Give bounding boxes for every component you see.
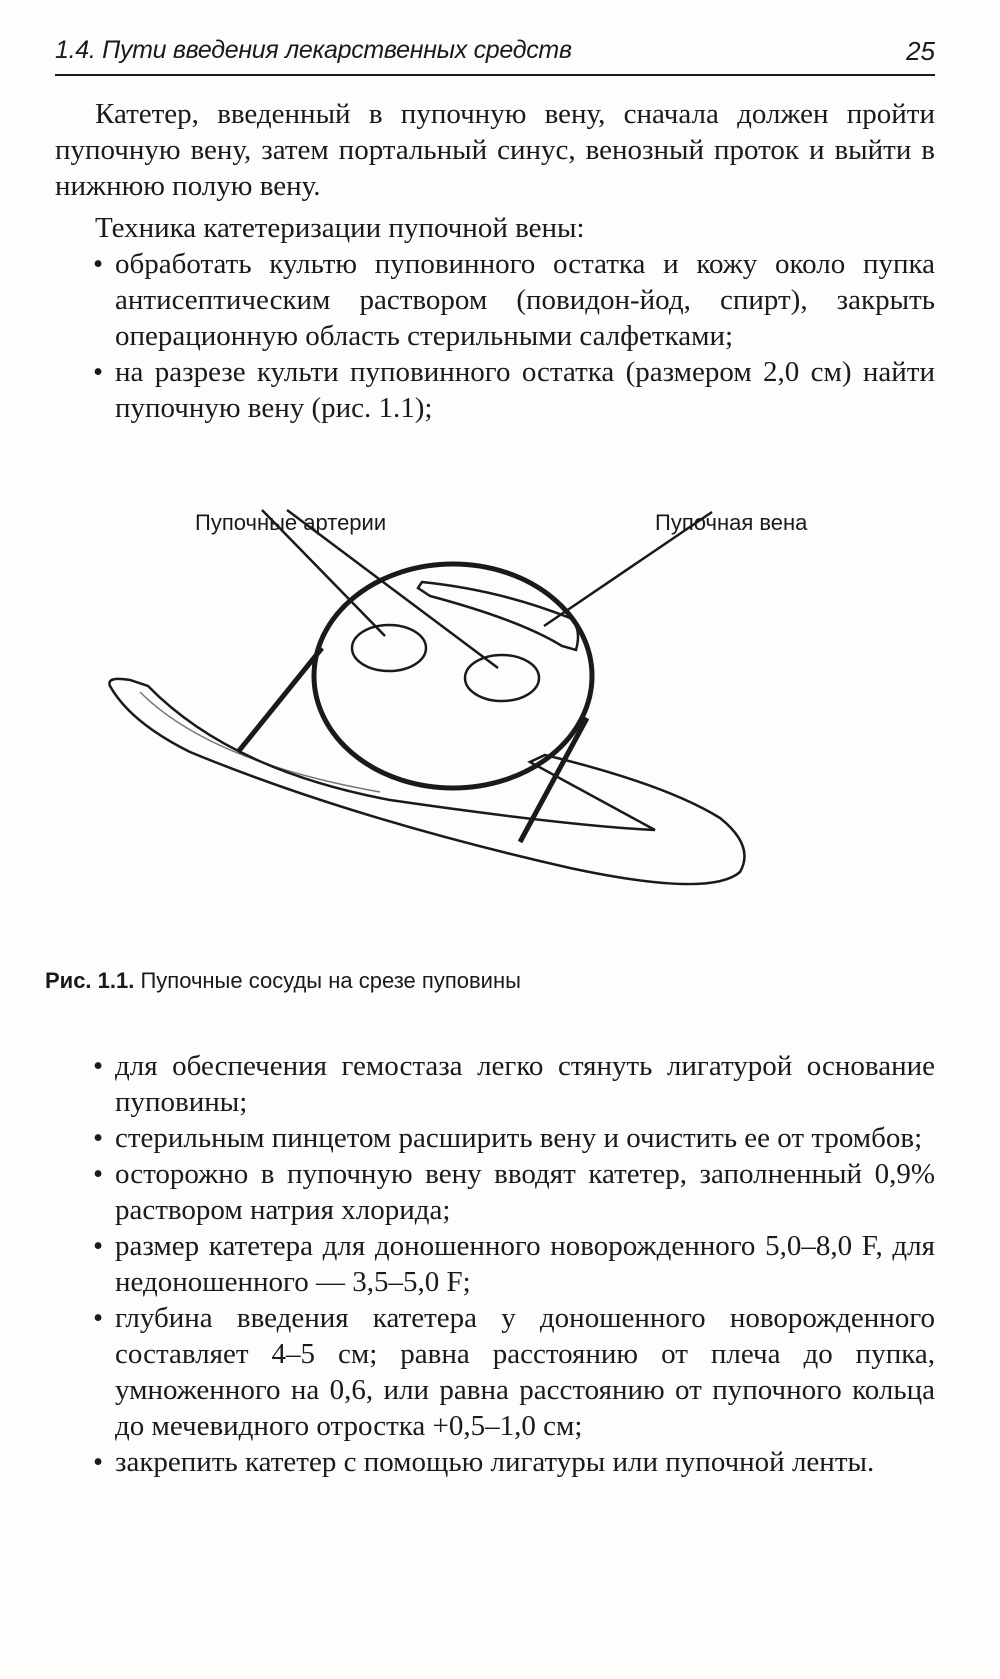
running-title: 1.4. Пути введения лекарственных средств bbox=[55, 36, 572, 64]
list-item: • закрепить катетер с помощью лигатуры или пупочной ленты. bbox=[55, 1444, 935, 1480]
steps-section bbox=[55, 1048, 935, 1480]
figure-caption bbox=[45, 968, 521, 994]
list-item: • стерильным пинцетом расширить вену и очистить ее от тромбов; bbox=[55, 1120, 935, 1156]
figure-umbilical-vessels bbox=[100, 500, 840, 960]
technique-section bbox=[55, 210, 935, 426]
intro-paragraph: Катетер, введенный в пупочную вену, сначала должен пройти пупочную вену, затем портальный синус, венозный проток и выйти в нижнюю полую вену. bbox=[55, 98, 935, 202]
list-item: • для обеспечения гемостаза легко стянуть лигатурой основание пуповины; bbox=[55, 1048, 935, 1120]
umbilical-vein bbox=[418, 582, 578, 650]
list-item: • размер катетера для доношенного новорожденного 5,0–8,0 F, для недоношенного — 3,5–5,0 F; bbox=[55, 1228, 935, 1300]
page-number: 25 bbox=[906, 36, 935, 66]
list-item: • на разрезе культи пуповинного остатка (размером 2,0 см) найти пупочную вену (рис. 1.1); bbox=[55, 354, 935, 426]
skin-fold-outline bbox=[109, 679, 744, 884]
list-item: • осторожно в пупочную вену вводят катетер, заполненный 0,9% раствором натрия хлорида; bbox=[55, 1156, 935, 1228]
cord-cut-surface bbox=[314, 564, 592, 788]
intro-paragraph-block bbox=[55, 96, 935, 204]
cord-stump-left-side bbox=[238, 648, 322, 752]
umbilical-artery-right bbox=[465, 655, 539, 701]
list-item: • обработать культю пуповинного остатка и кожу около пупка антисептическим раствором (повидон-йод, спирт), закрыть операционную область стерильными салфетками; bbox=[55, 246, 935, 354]
list-item: • глубина введения катетера у доношенного новорожденного составляет 4–5 см; равна расстоянию от плеча до пупка, умноженного на 0,6, или равна расстоянию от пупочного кольца до мечевидного отростка +0,5–1,0 см; bbox=[55, 1300, 935, 1444]
bullet-list-before-figure bbox=[55, 246, 935, 426]
label-umbilical-vein: Пупочная вена bbox=[655, 510, 808, 535]
label-umbilical-arteries: Пупочные артерии bbox=[195, 510, 387, 535]
umbilical-cord-cross-section-illustration bbox=[100, 500, 840, 960]
umbilical-artery-left bbox=[352, 625, 426, 671]
technique-lead: Техника катетеризации пупочной вены: bbox=[95, 212, 585, 244]
bullet-list-after-figure bbox=[55, 1048, 935, 1480]
page-header bbox=[55, 28, 935, 76]
figure-caption-text: Пупочные сосуды на срезе пуповины bbox=[134, 968, 521, 993]
figure-caption-number: Рис. 1.1. bbox=[45, 968, 135, 993]
